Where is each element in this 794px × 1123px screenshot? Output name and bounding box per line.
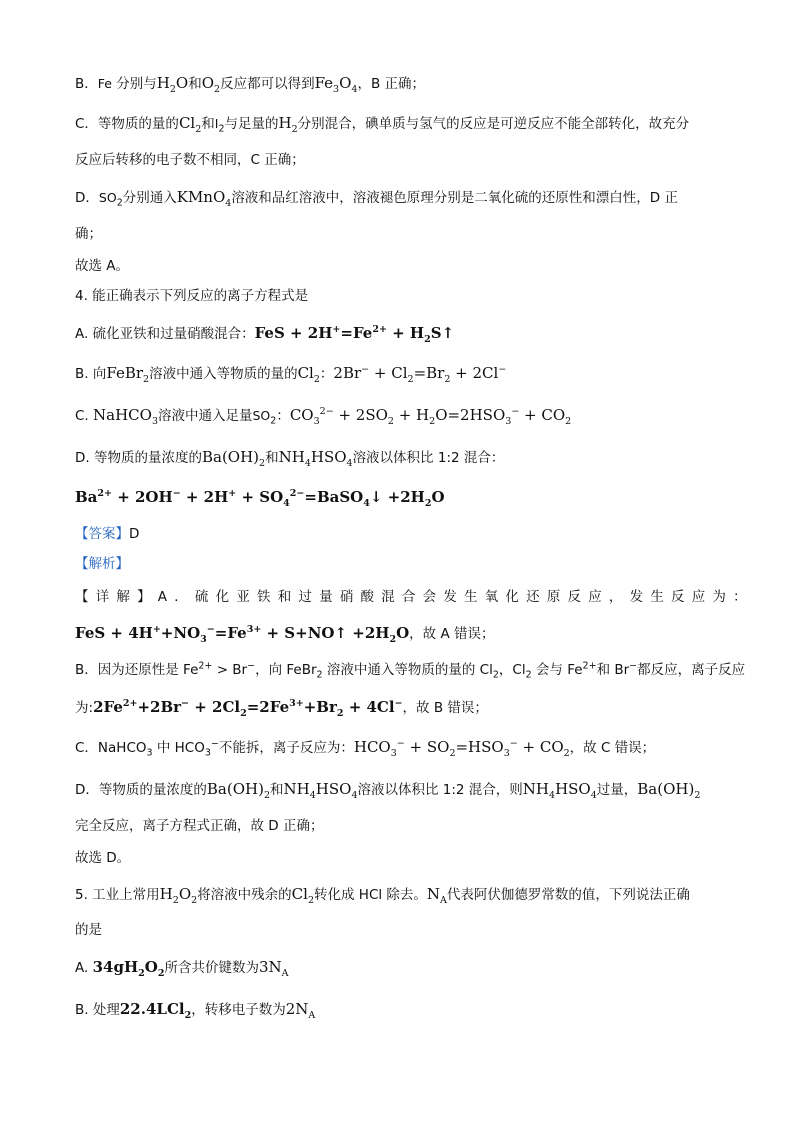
text-line: 确； (75, 226, 102, 242)
text-line: C．NaHCO$_3$ 中 $HCO_3^-$不能拆，离子反应为：$HCO_3^- + SO_2=HSO_3^- + CO_2$，故 C 错误； (75, 738, 656, 759)
text-line: B．Fe 分别与$H_2O$和$O_2$反应都可以得到$Fe_3O_4$，B 正确； (75, 74, 426, 95)
option-c: C. NaHCO$_3$溶液中通入足量$SO_2$：$CO_3^{2-} + 2SO_2 + H_2O=2HSO_3^- + CO_2$ (75, 406, 572, 427)
answer-label: 【答案】D (75, 526, 140, 542)
text-line: FeS + $4H^++NO_3^-=Fe^{3+}$ + S+NO↑ $+2H_2O$，故 A 错误； (75, 624, 495, 645)
option-b: B. 向FeBr$_2$溶液中通入等物质的量的$Cl_2$：$2Br^- + Cl_2=Br_2 + 2Cl^-$ (75, 364, 507, 385)
analysis-label: 【解析】 (75, 556, 129, 572)
question-4-stem: 4. 能正确表示下列反应的离子方程式是 (75, 288, 309, 304)
text-line: D．$SO_2$分别通入KMnO$_4$溶液和品红溶液中，溶液褪色原理分别是二氧化硫的还原性和漂白性，D 正 (75, 188, 678, 209)
text-line: 故选 A。 (75, 258, 130, 274)
text-line: B．因为还原性是 $Fe^{2+} > Br^-$，向 FeBr$_2$ 溶液中通入等物质的量的 $Cl_2$，$Cl_2$ 会与 $Fe^{2+}$和 Br−都反应，离子反应 (75, 660, 746, 681)
text-line: 【详解】A．硫化亚铁和过量硝酸混合会发生氧化还原反应，发生反应为： (75, 589, 754, 605)
text-line: C．等物质的量的$Cl_2$和$I_2$与足量的$H_2$分别混合，碘单质与氢气的反应是可逆反应不能全部转化，故充分 (75, 114, 690, 135)
option-b: B. 处理22.4LCl$_2$，转移电子数为$2N_A$ (75, 1000, 316, 1021)
option-a: A. 硫化亚铁和过量硝酸混合：FeS + $2H^+=Fe^{2+}$ + $H_2S↑$ (75, 324, 455, 345)
option-d: D. 等物质的量浓度的$Ba(OH)_2$和$NH_4HSO_4$溶液以体积比 1:2 混合： (75, 448, 505, 469)
text-line: 完全反应，离子方程式正确，故 D 正确； (75, 818, 324, 834)
text-line: 为$:2Fe^{2+}+2Br^- + 2Cl_2=2Fe^{3+}+Br_2 + 4Cl^-$，故 B 错误； (75, 698, 488, 719)
option-d-equation: $Ba^{2+} + 2OH^- + 2H^+$ + $SO_4^{2-}=BaSO_4↓ +2H_2O$ (75, 488, 445, 509)
question-5-stem: 5. 工业上常用$H_2O_2$将溶液中残余的$Cl_2$转化成 HCl 除去。$N_A$代表阿伏伽德罗常数的值，下列说法正确 (75, 885, 690, 906)
text-line: 的是 (75, 922, 102, 938)
option-a: A. $34gH_2O_2$所含共价键数为$3N_A$ (75, 958, 289, 979)
text-line: D．等物质的量浓度的$Ba(OH)_2$和$NH_4HSO_4$溶液以体积比 1:2 混合，则$NH_4HSO_4$过量，$Ba(OH)_2$ (75, 780, 701, 801)
text-line: 反应后转移的电子数不相同，C 正确； (75, 152, 305, 168)
text-line: 故选 D。 (75, 850, 131, 866)
